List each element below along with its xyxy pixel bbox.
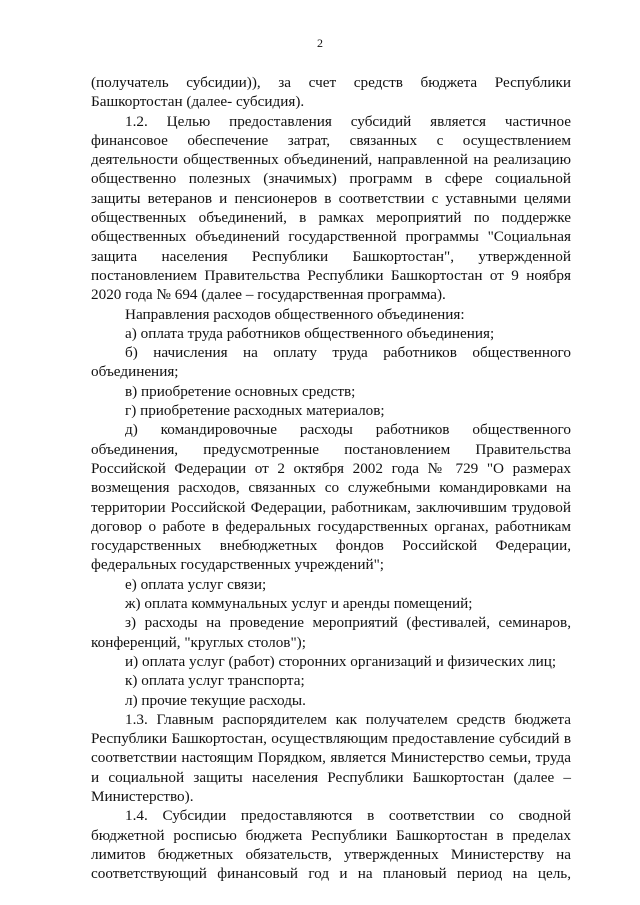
list-item: е) оплата услуг связи; bbox=[125, 575, 267, 593]
list-item: ж) оплата коммунальных услуг и аренды помещений; bbox=[125, 595, 473, 613]
list-item: в) приобретение основных средств; bbox=[125, 382, 356, 400]
paragraph: 1.2. Целью предоставления субсидий является частичное финансовое обеспечение затрат, связанных с осуществлением деятельности общественных объединений, направленной на реализацию общественно полезных (значимых) программ в сфере социальной защиты ветеранов и пенсионеров в соответствии с уставными целями общественных объединений, в рамках мероприятий по поддержке общественных объединений государственной программы "Социальная защита населения Республики Башкортостан", утвержденной постановлением Правительства Республики Башкортостан от 9 ноября 2020 года № 694 (далее – государственная программа). bbox=[91, 112, 571, 304]
paragraph: (получатель субсидии)), за счет средств бюджета Республики Башкортостан (далее- субсидия). bbox=[91, 74, 571, 111]
list-item: б) начисления на оплату труда работников общественного объединения; bbox=[91, 344, 571, 381]
list-item: г) приобретение расходных материалов; bbox=[125, 402, 385, 420]
paragraph: 1.4. Субсидии предоставляются в соответствии со сводной бюджетной росписью бюджета Республики Башкортостан в пределах лимитов бюджетных обязательств, утвержденных Министерству на соответствующий финансовый год и на плановый период на цель, bbox=[91, 807, 571, 883]
list-item: а) оплата труда работников общественного объединения; bbox=[125, 324, 495, 342]
document-body bbox=[91, 73, 571, 883]
paragraph: 1.3. Главным распорядителем как получателем средств бюджета Республики Башкортостан, осуществляющим предоставление субсидий в соответствии настоящим Порядком, является Министерство семьи, труда и социальной защиты населения Республики Башкортостан (далее – Министерство). bbox=[91, 710, 571, 805]
list-item: к) оплата услуг транспорта; bbox=[125, 672, 305, 690]
list-item: л) прочие текущие расходы. bbox=[125, 691, 306, 709]
list-item: з) расходы на проведение мероприятий (фестивалей, семинаров, конференций, "круглых столов"); bbox=[91, 614, 571, 651]
page-number: 2 bbox=[317, 36, 323, 50]
list-item: и) оплата услуг (работ) сторонних организаций и физических лиц; bbox=[125, 652, 557, 670]
paragraph: Направления расходов общественного объединения: bbox=[125, 305, 465, 323]
list-item: д) командировочные расходы работников общественного объединения, предусмотренные постановлением Правительства Российской Федерации от 2 октября 2002 года № 729 "О размерах возмещения расходов, связанных со служебными командировками на территории Российской Федерации, работникам, заключившим трудовой договор о работе в федеральных государственных органах, работникам государственных внебюджетных фондов Российской Федерации, федеральных государственных учреждений"; bbox=[91, 421, 571, 574]
